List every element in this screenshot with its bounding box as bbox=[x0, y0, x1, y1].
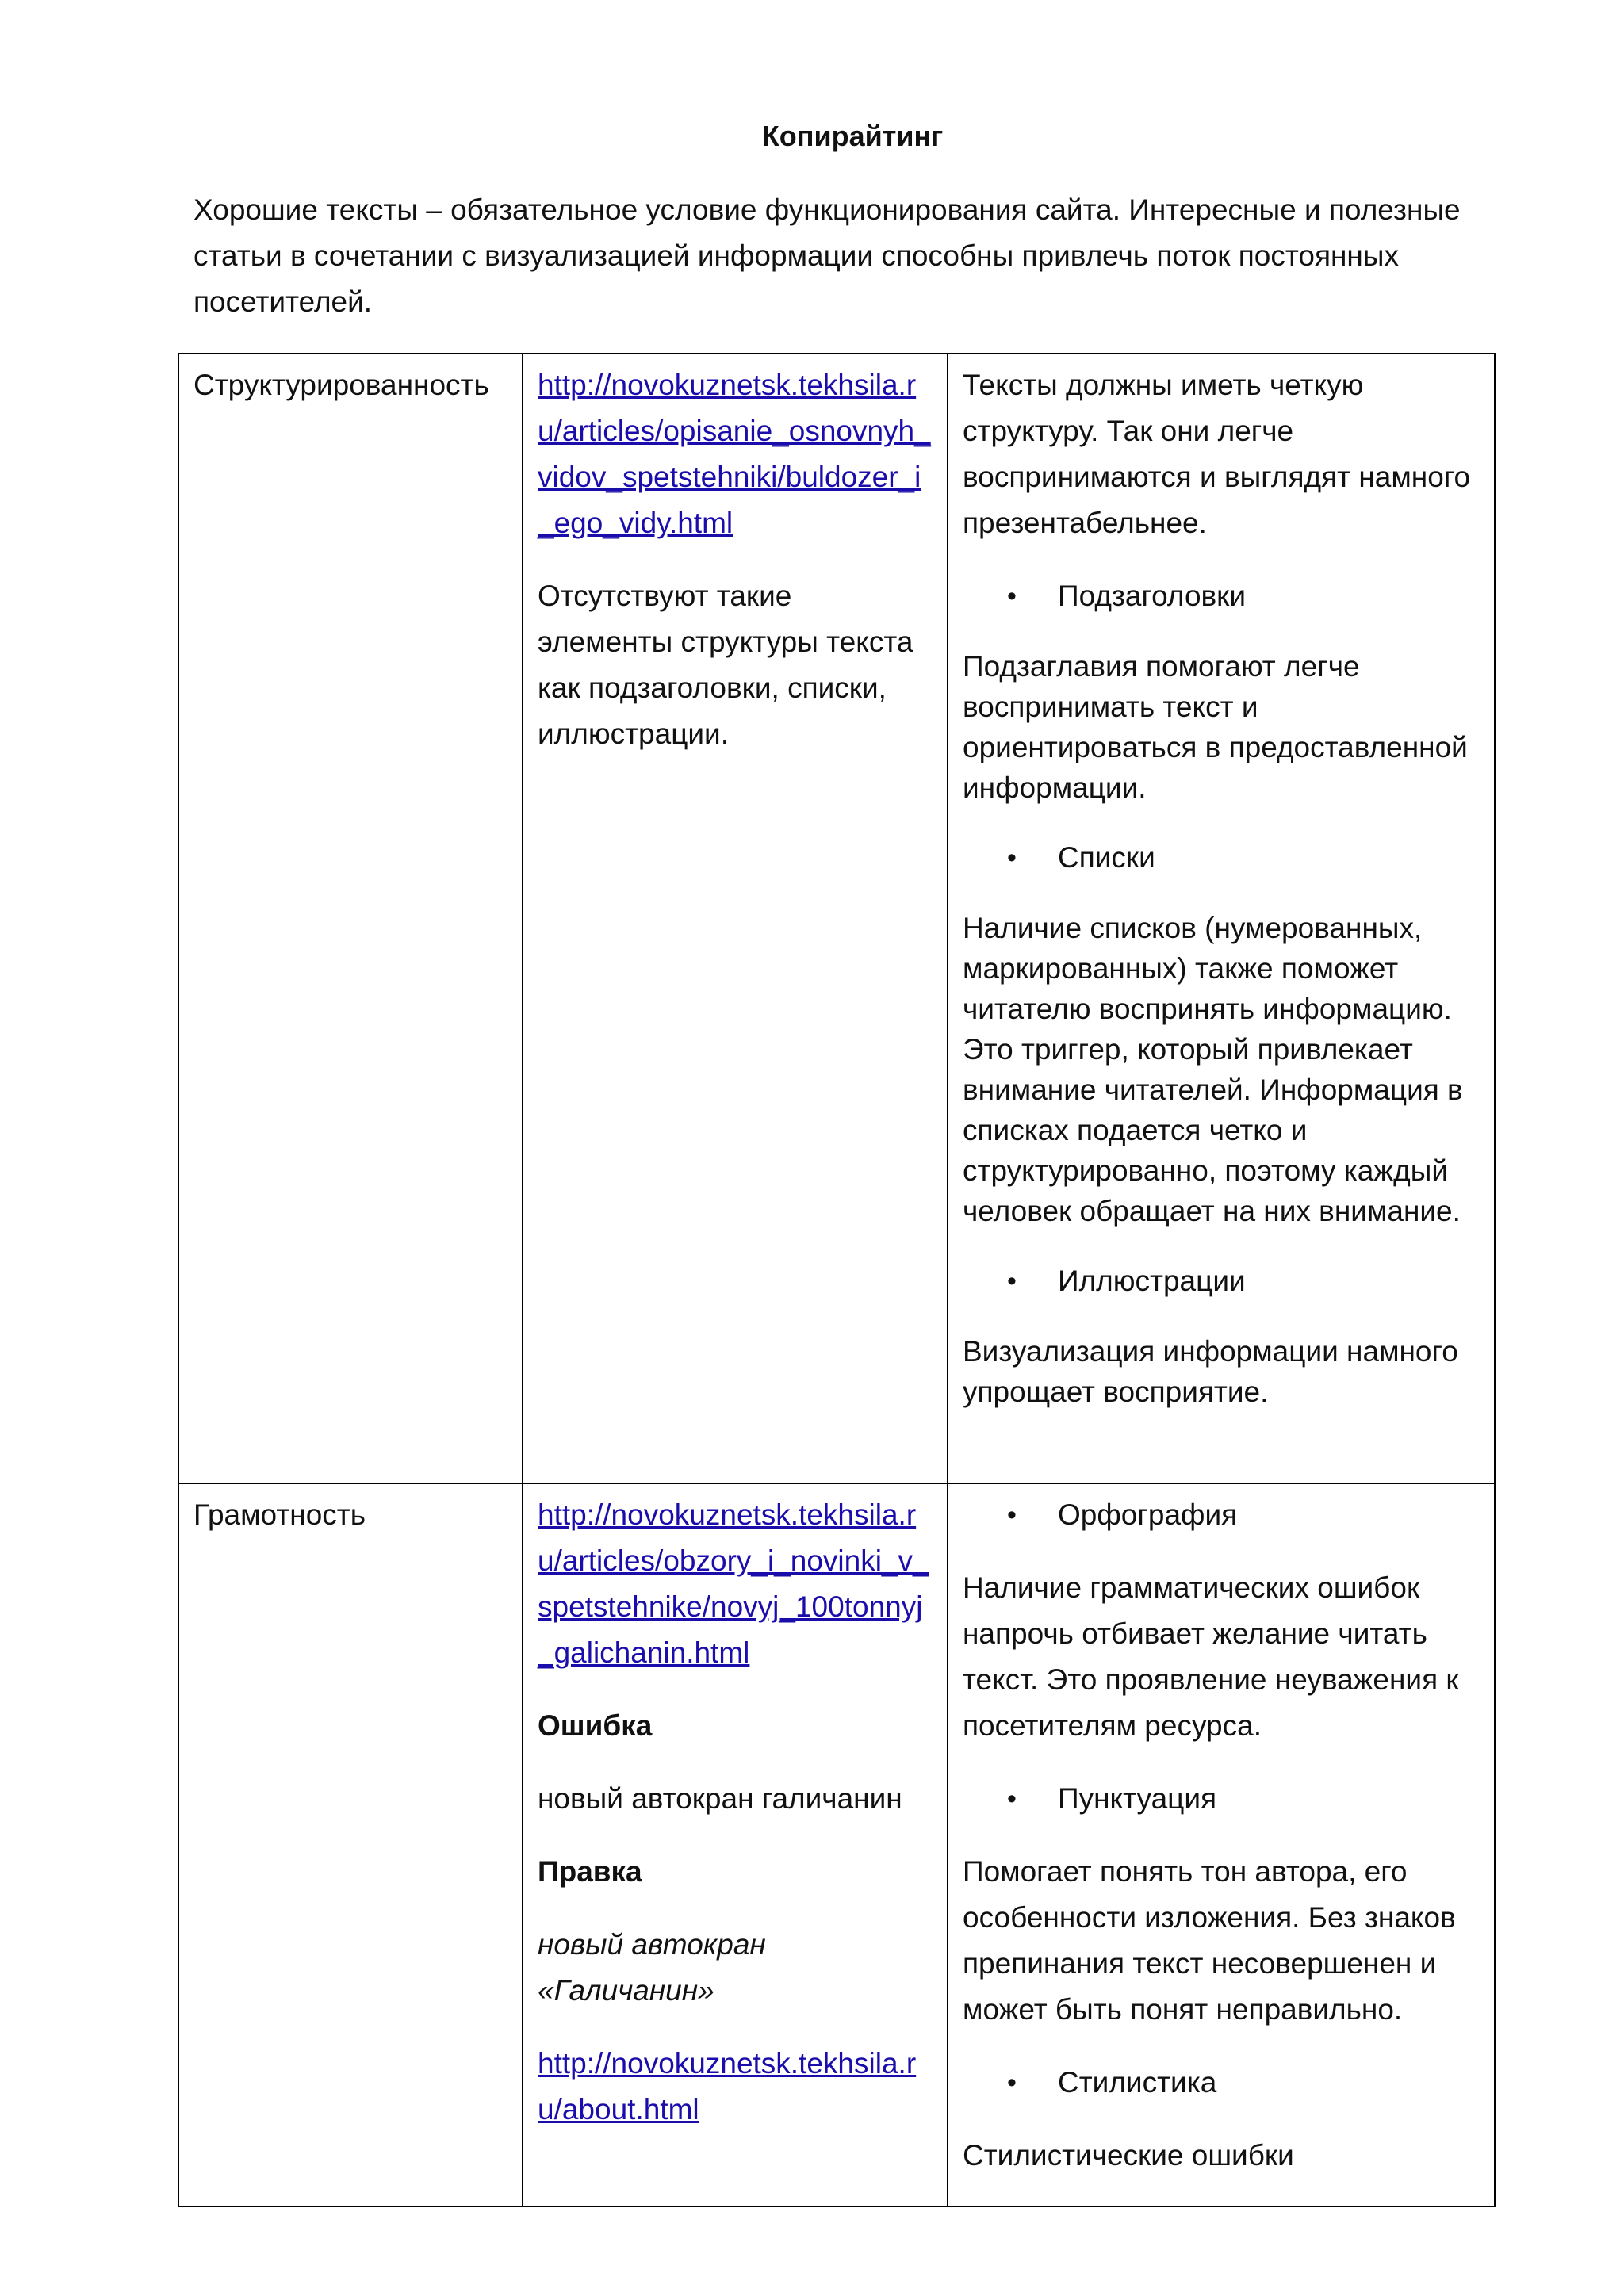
table-row bbox=[178, 1483, 1495, 2206]
description-text: Тексты должны иметь четкую структуру. Так они легче воспринимаются и выглядят намного презентабельнее. bbox=[963, 369, 1471, 539]
error-text: новый автокран галичанин bbox=[538, 1782, 902, 1815]
list-item bbox=[963, 2060, 1480, 2106]
list-item bbox=[963, 573, 1480, 619]
bullet-label: Пунктуация bbox=[1058, 1782, 1217, 1815]
table-row bbox=[178, 354, 1495, 1483]
error-label: Ошибка bbox=[538, 1709, 653, 1742]
bullet-label: Списки bbox=[1058, 841, 1155, 874]
list-item bbox=[963, 1776, 1480, 1822]
bullet-icon: • bbox=[1007, 581, 1017, 611]
bullet-icon: • bbox=[1007, 1784, 1017, 1814]
criterion-label: Грамотность bbox=[193, 1498, 366, 1531]
bullet-description: Визуализация информации намного упрощает восприятие. bbox=[963, 1335, 1458, 1408]
bullet-label: Подзаголовки bbox=[1058, 580, 1247, 612]
example-link[interactable]: http://novokuznetsk.tekhsila.ru/articles/obzory_i_novinki_v_spetstehnike/novyj_100tonnyj_galichanin.html bbox=[538, 1498, 929, 1669]
document-title-text: Копирайтинг bbox=[761, 120, 944, 152]
fix-text: новый автокран «Галичанин» bbox=[538, 1928, 766, 2007]
bullet-description: Помогает понять тон автора, его особенности изложения. Без знаков препинания текст несовершенен и может быть понят неправильно. bbox=[963, 1855, 1456, 2026]
bullet-label: Стилистика bbox=[1058, 2066, 1217, 2099]
bullet-description: Стилистические ошибки bbox=[963, 2139, 1294, 2172]
bullet-description: Подзаглавия помогают легче воспринимать текст и ориентироваться в предоставленной информации. bbox=[963, 650, 1468, 804]
bullet-icon: • bbox=[1007, 843, 1017, 873]
criterion-cell bbox=[178, 1483, 523, 2206]
bullet-icon: • bbox=[1007, 2068, 1017, 2098]
bullet-label: Иллюстрации bbox=[1058, 1265, 1246, 1297]
description-cell bbox=[948, 1483, 1495, 2206]
fix-label: Правка bbox=[538, 1855, 642, 1888]
intro-paragraph: Хорошие тексты – обязательное условие функционирования сайта. Интересные и полезные статьи в сочетании с визуализацией информации способны привлечь поток постоянных посетителей. bbox=[193, 193, 1461, 318]
bullet-label: Орфография bbox=[1058, 1498, 1238, 1531]
criterion-cell bbox=[178, 354, 523, 1483]
about-link[interactable]: http://novokuznetsk.tekhsila.ru/about.html bbox=[538, 2047, 917, 2126]
bullet-description: Наличие грамматических ошибок напрочь отбивает желание читать текст. Это проявление неуважения к посетителям ресурса. bbox=[963, 1571, 1459, 1742]
example-link[interactable]: http://novokuznetsk.tekhsila.ru/articles/opisanie_osnovnyh_vidov_spetstehniki/buldozer_i_ego_vidy.html bbox=[538, 369, 931, 539]
example-note: Отсутствуют такие элементы структуры текста как подзаголовки, списки, иллюстрации. bbox=[538, 580, 914, 750]
bullet-icon: • bbox=[1007, 1266, 1017, 1296]
document-title bbox=[0, 119, 1624, 154]
criterion-label: Структурированность bbox=[193, 369, 489, 401]
description-cell bbox=[948, 354, 1495, 1483]
example-cell bbox=[523, 354, 948, 1483]
list-item bbox=[963, 1492, 1480, 1538]
copywriting-table bbox=[178, 353, 1496, 2207]
list-item bbox=[963, 835, 1480, 881]
bullet-icon: • bbox=[1007, 1500, 1017, 1530]
list-item bbox=[963, 1258, 1480, 1304]
bullet-description: Наличие списков (нумерованных, маркированных) также поможет читателю воспринять информацию. Это триггер, который привлекает внимание читателей. Информация в списках подается четко и структурированно, поэтому каждый человек обращает на них внимание. bbox=[963, 912, 1463, 1227]
example-cell bbox=[523, 1483, 948, 2206]
